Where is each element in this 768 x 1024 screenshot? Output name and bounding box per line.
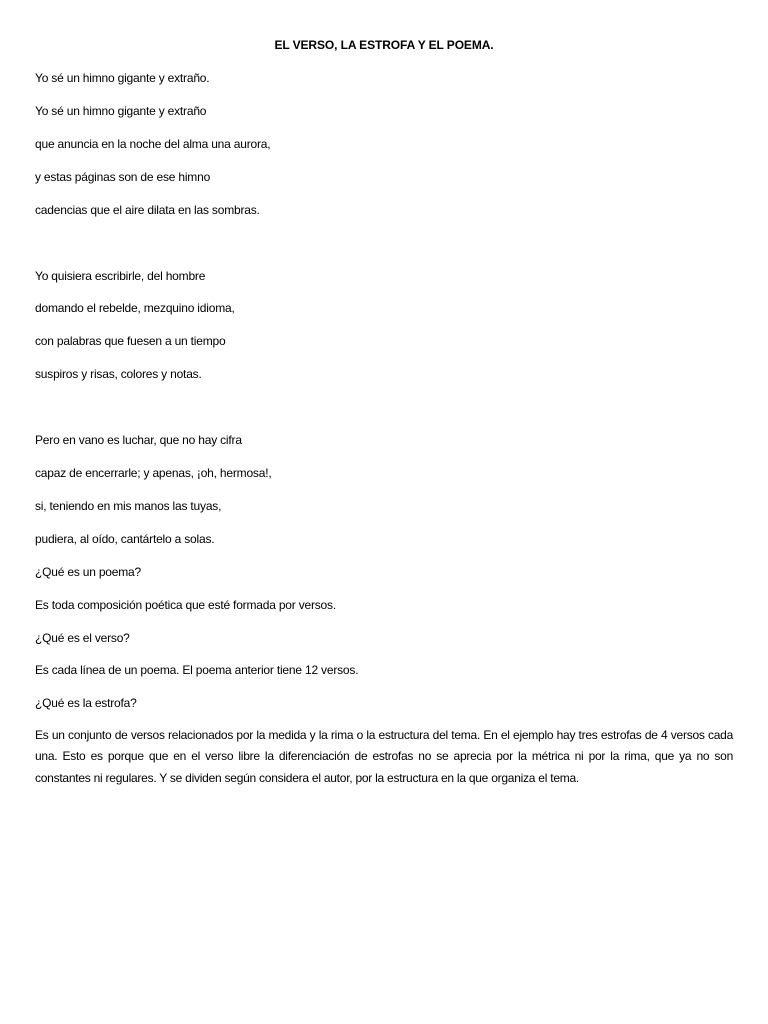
- stanza-1-line-3: y estas páginas son de ese himno: [35, 170, 211, 184]
- question-verso: ¿Qué es el verso?: [35, 631, 130, 645]
- stanza-1-line-4: cadencias que el aire dilata en las sombras.: [35, 203, 260, 217]
- document-title: EL VERSO, LA ESTROFA Y EL POEMA.: [274, 38, 494, 52]
- stanza-2-line-1: Yo quisiera escribirle, del hombre: [35, 269, 206, 283]
- stanza-2-line-2: domando el rebelde, mezquino idioma,: [35, 301, 235, 315]
- stanza-3-line-3: si, teniendo en mis manos las tuyas,: [35, 499, 222, 513]
- stanza-2-line-3: con palabras que fuesen a un tiempo: [35, 334, 226, 348]
- stanza-2-line-4: suspiros y risas, colores y notas.: [35, 367, 202, 381]
- answer-verso: Es cada línea de un poema. El poema anterior tiene 12 versos.: [35, 663, 359, 677]
- answer-poema: Es toda composición poética que esté formada por versos.: [35, 598, 336, 612]
- stanza-3-line-4: pudiera, al oído, cantártelo a solas.: [35, 532, 215, 546]
- question-estrofa: ¿Qué es la estrofa?: [35, 696, 137, 710]
- stanza-3-line-1: Pero en vano es luchar, que no hay cifra: [35, 433, 242, 447]
- question-poema: ¿Qué es un poema?: [35, 565, 142, 579]
- stanza-1-line-1: Yo sé un himno gigante y extraño: [35, 104, 207, 118]
- answer-estrofa: Es un conjunto de versos relacionados por la medida y la rima o la estructura del tema. En el ejemplo hay tres estrofas de 4 versos cada una. Esto es porque que en el verso libre la diferenciación de estrofas no se aprecia por la métrica ni por la rima, que ya no son constantes ni regulares. Y se dividen según considera el autor, por la estructura en la que organiza el tema.: [35, 728, 733, 785]
- stanza-3-line-2: capaz de encerrarle; y apenas, ¡oh, hermosa!,: [35, 466, 272, 480]
- intro-line: Yo sé un himno gigante y extraño.: [35, 71, 210, 85]
- stanza-1-line-2: que anuncia en la noche del alma una aurora,: [35, 137, 271, 151]
